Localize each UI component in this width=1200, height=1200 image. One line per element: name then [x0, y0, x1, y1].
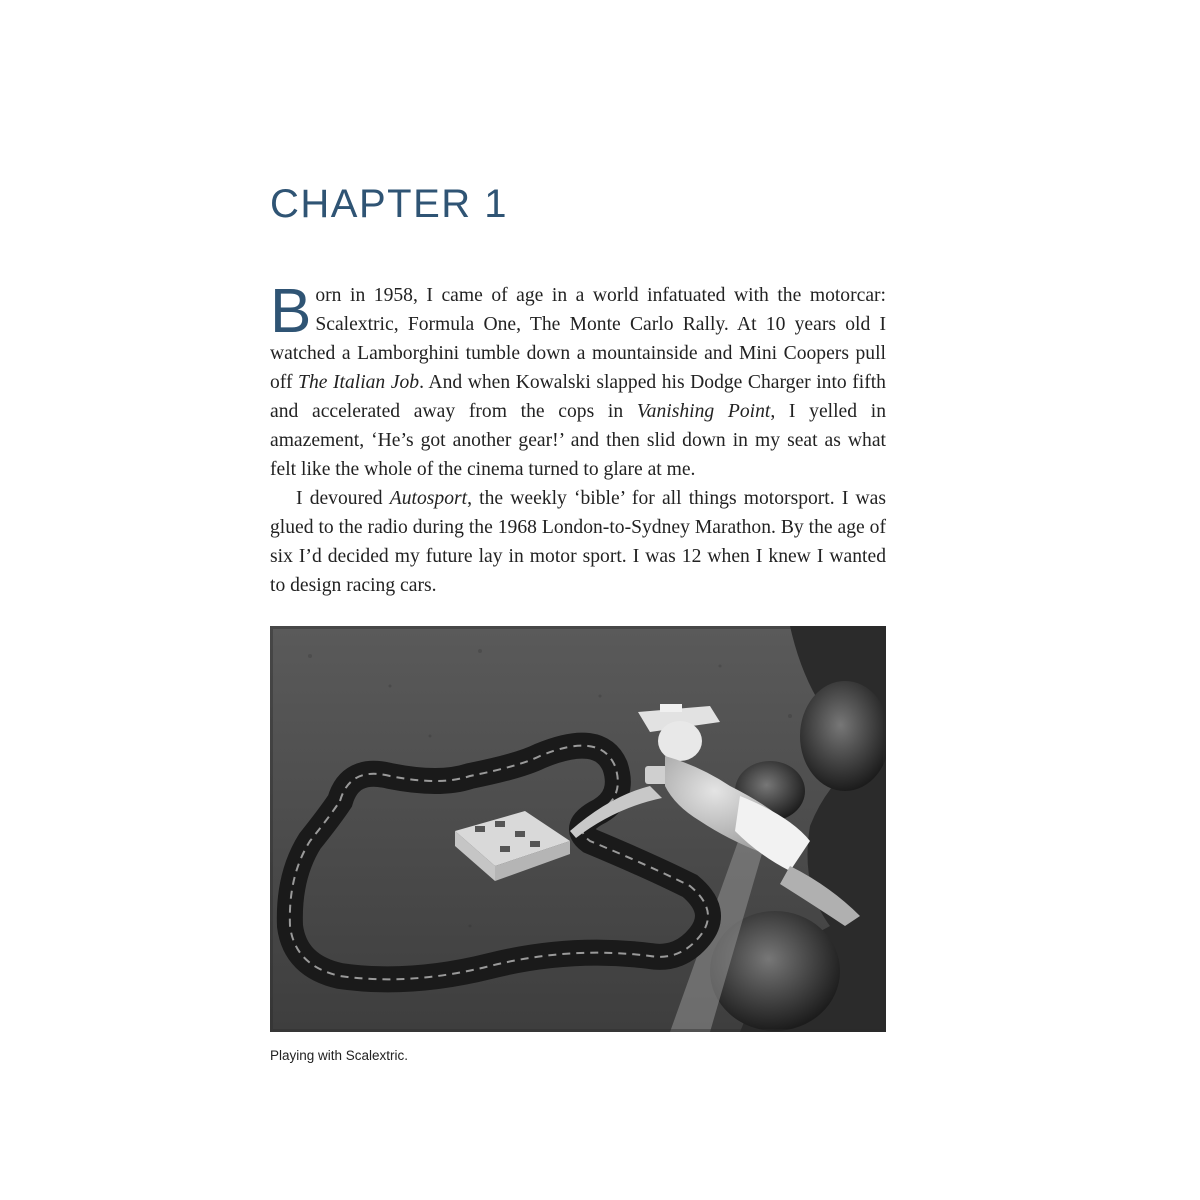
paragraph-2-text-a: I devoured	[296, 488, 390, 509]
film-title-vanishing-point: Vanishing Point	[636, 401, 771, 422]
paragraph-1	[270, 277, 886, 484]
drop-cap: B	[270, 277, 312, 346]
paragraph-2	[270, 484, 886, 600]
paragraph-1-text-c: , I yelled in amazement, ‘He’s got another gear!’ and then slid down in my seat as what felt like the whole of the cinema turned to glare at me.	[270, 401, 886, 480]
paragraph-1-text-b: . And when Kowalski slapped his Dodge Charger into fifth and accelerated away from the cops in	[270, 372, 886, 422]
paragraph-1-text-a: orn in 1958, I came of age in a world infatuated with the motorcar: Scalextric, Formula One, The Monte Carlo Rally. At 10 years old I watched a Lamborghini tumble down a mountainside and Mini Coopers pull off	[270, 285, 886, 393]
chapter-heading: CHAPTER 1	[270, 182, 508, 226]
film-title-italian-job: The Italian Job	[298, 372, 420, 393]
chapter-body	[270, 277, 886, 600]
photo-boy-playing-scalextric	[270, 626, 886, 1032]
magazine-title-autosport: Autosport	[389, 488, 468, 509]
photo-caption: Playing with Scalextric.	[270, 1048, 409, 1063]
paragraph-2-text-b: , the weekly ‘bible’ for all things motorsport. I was glued to the radio during the 1968 London-to-Sydney Marathon. By the age of six I’d decided my future lay in motor sport. I was 12 when I knew I wanted to design racing cars.	[270, 488, 886, 596]
